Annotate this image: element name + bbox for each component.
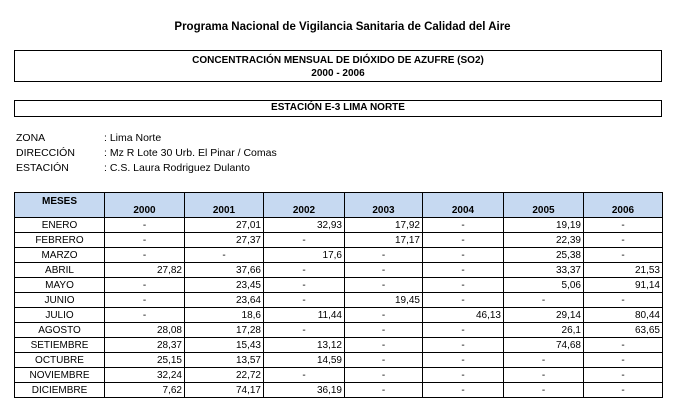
value-cell: - [423, 218, 504, 233]
program-title: Programa Nacional de Vigilancia Sanitaria de Calidad del Aire [174, 21, 511, 33]
table-row [15, 368, 663, 383]
value-cell: - [504, 368, 584, 383]
value-cell: - [105, 278, 185, 293]
value-cell: - [264, 278, 345, 293]
table-row [15, 248, 663, 263]
value-cell: - [504, 383, 584, 398]
value-cell: 21,53 [584, 263, 663, 278]
value-cell: - [264, 323, 345, 338]
value-cell: 27,01 [185, 218, 264, 233]
value-cell: - [105, 218, 185, 233]
month-cell: NOVIEMBRE [15, 368, 105, 383]
report-title-box [14, 50, 662, 82]
value-cell: - [584, 353, 663, 368]
value-cell: 13,12 [264, 338, 345, 353]
column-header-year: 2002 [264, 193, 345, 218]
table-row [15, 233, 663, 248]
month-cell: JULIO [15, 308, 105, 323]
value-cell: 23,45 [185, 278, 264, 293]
column-header-meses: MESES [15, 193, 105, 218]
value-cell: - [423, 338, 504, 353]
table-row [15, 278, 663, 293]
month-cell: MAYO [15, 278, 105, 293]
value-cell: 7,62 [105, 383, 185, 398]
value-cell: - [423, 323, 504, 338]
report-title: CONCENTRACIÓN MENSUAL DE DIÓXIDO DE AZUFRE (SO2) [192, 55, 484, 66]
value-cell: - [105, 308, 185, 323]
value-cell: 27,82 [105, 263, 185, 278]
table-row [15, 383, 663, 398]
value-cell: 25,38 [504, 248, 584, 263]
table-row [15, 308, 663, 323]
value-cell: 26,1 [504, 323, 584, 338]
value-cell: 5,06 [504, 278, 584, 293]
value-cell: 22,39 [504, 233, 584, 248]
value-cell: - [584, 218, 663, 233]
value-cell: 28,08 [105, 323, 185, 338]
month-cell: AGOSTO [15, 323, 105, 338]
value-cell: - [423, 263, 504, 278]
value-cell: - [584, 383, 663, 398]
value-cell: 32,93 [264, 218, 345, 233]
value-cell: 27,37 [185, 233, 264, 248]
column-header-year: 2005 [504, 193, 584, 218]
value-cell: 18,6 [185, 308, 264, 323]
info-value: : C.S. Laura Rodriguez Dulanto [104, 162, 250, 174]
value-cell: - [345, 323, 423, 338]
value-cell: 32,24 [105, 368, 185, 383]
value-cell: - [423, 353, 504, 368]
value-cell: - [504, 293, 584, 308]
table-row [15, 338, 663, 353]
value-cell: 17,17 [345, 233, 423, 248]
station-header: ESTACIÓN E-3 LIMA NORTE [14, 100, 662, 117]
value-cell: 28,37 [105, 338, 185, 353]
value-cell: - [105, 248, 185, 263]
station-info [16, 131, 277, 176]
table-row [15, 293, 663, 308]
month-cell: ENERO [15, 218, 105, 233]
value-cell: 15,43 [185, 338, 264, 353]
monthly-concentration-table [14, 192, 663, 398]
value-cell: 23,64 [185, 293, 264, 308]
month-cell: FEBRERO [15, 233, 105, 248]
value-cell: - [504, 353, 584, 368]
value-cell: - [423, 278, 504, 293]
value-cell: - [105, 233, 185, 248]
value-cell: 36,19 [264, 383, 345, 398]
column-header-year: 2006 [584, 193, 663, 218]
value-cell: 11,44 [264, 308, 345, 323]
value-cell: - [264, 263, 345, 278]
table-row [15, 323, 663, 338]
value-cell: - [345, 338, 423, 353]
value-cell: 33,37 [504, 263, 584, 278]
value-cell: - [345, 368, 423, 383]
month-cell: SETIEMBRE [15, 338, 105, 353]
column-header-year: 2001 [185, 193, 264, 218]
value-cell: - [345, 248, 423, 263]
table-row [15, 263, 663, 278]
value-cell: - [264, 368, 345, 383]
value-cell: 19,19 [504, 218, 584, 233]
month-cell: OCTUBRE [15, 353, 105, 368]
value-cell: 91,14 [584, 278, 663, 293]
value-cell: - [345, 278, 423, 293]
info-label: ESTACIÓN [16, 162, 69, 174]
table-body [15, 218, 663, 398]
table-row [15, 218, 663, 233]
column-header-year: 2003 [345, 193, 423, 218]
value-cell: - [345, 353, 423, 368]
value-cell: 74,17 [185, 383, 264, 398]
value-cell: 19,45 [345, 293, 423, 308]
value-cell: - [345, 263, 423, 278]
value-cell: - [423, 248, 504, 263]
table-row [15, 353, 663, 368]
value-cell: - [423, 293, 504, 308]
value-cell: - [584, 368, 663, 383]
report-period: 2000 - 2006 [311, 68, 365, 79]
column-header-year: 2000 [105, 193, 185, 218]
value-cell: - [584, 338, 663, 353]
value-cell: 80,44 [584, 308, 663, 323]
value-cell: 17,28 [185, 323, 264, 338]
value-cell: - [584, 293, 663, 308]
value-cell: 63,65 [584, 323, 663, 338]
value-cell: - [105, 293, 185, 308]
value-cell: - [345, 383, 423, 398]
info-row-estacion [16, 161, 277, 176]
value-cell: 46,13 [423, 308, 504, 323]
value-cell: 17,92 [345, 218, 423, 233]
value-cell: 37,66 [185, 263, 264, 278]
value-cell: 14,59 [264, 353, 345, 368]
info-row-zona [16, 131, 277, 146]
value-cell: - [264, 293, 345, 308]
value-cell: - [584, 233, 663, 248]
info-label: DIRECCIÓN [16, 147, 75, 159]
month-cell: JUNIO [15, 293, 105, 308]
value-cell: - [423, 368, 504, 383]
value-cell: - [584, 248, 663, 263]
value-cell: 29,14 [504, 308, 584, 323]
value-cell: - [264, 233, 345, 248]
value-cell: - [185, 248, 264, 263]
value-cell: - [423, 233, 504, 248]
value-cell: 13,57 [185, 353, 264, 368]
month-cell: MARZO [15, 248, 105, 263]
info-row-direccion [16, 146, 277, 161]
value-cell: 17,6 [264, 248, 345, 263]
month-cell: DICIEMBRE [15, 383, 105, 398]
value-cell: - [423, 383, 504, 398]
month-cell: ABRIL [15, 263, 105, 278]
value-cell: 22,72 [185, 368, 264, 383]
value-cell: 74,68 [504, 338, 584, 353]
info-value: : Mz R Lote 30 Urb. El Pinar / Comas [104, 147, 277, 159]
info-label: ZONA [16, 132, 46, 144]
value-cell: - [345, 308, 423, 323]
info-value: : Lima Norte [104, 132, 162, 144]
column-header-year: 2004 [423, 193, 504, 218]
table-header-row [15, 193, 663, 218]
value-cell: 25,15 [105, 353, 185, 368]
